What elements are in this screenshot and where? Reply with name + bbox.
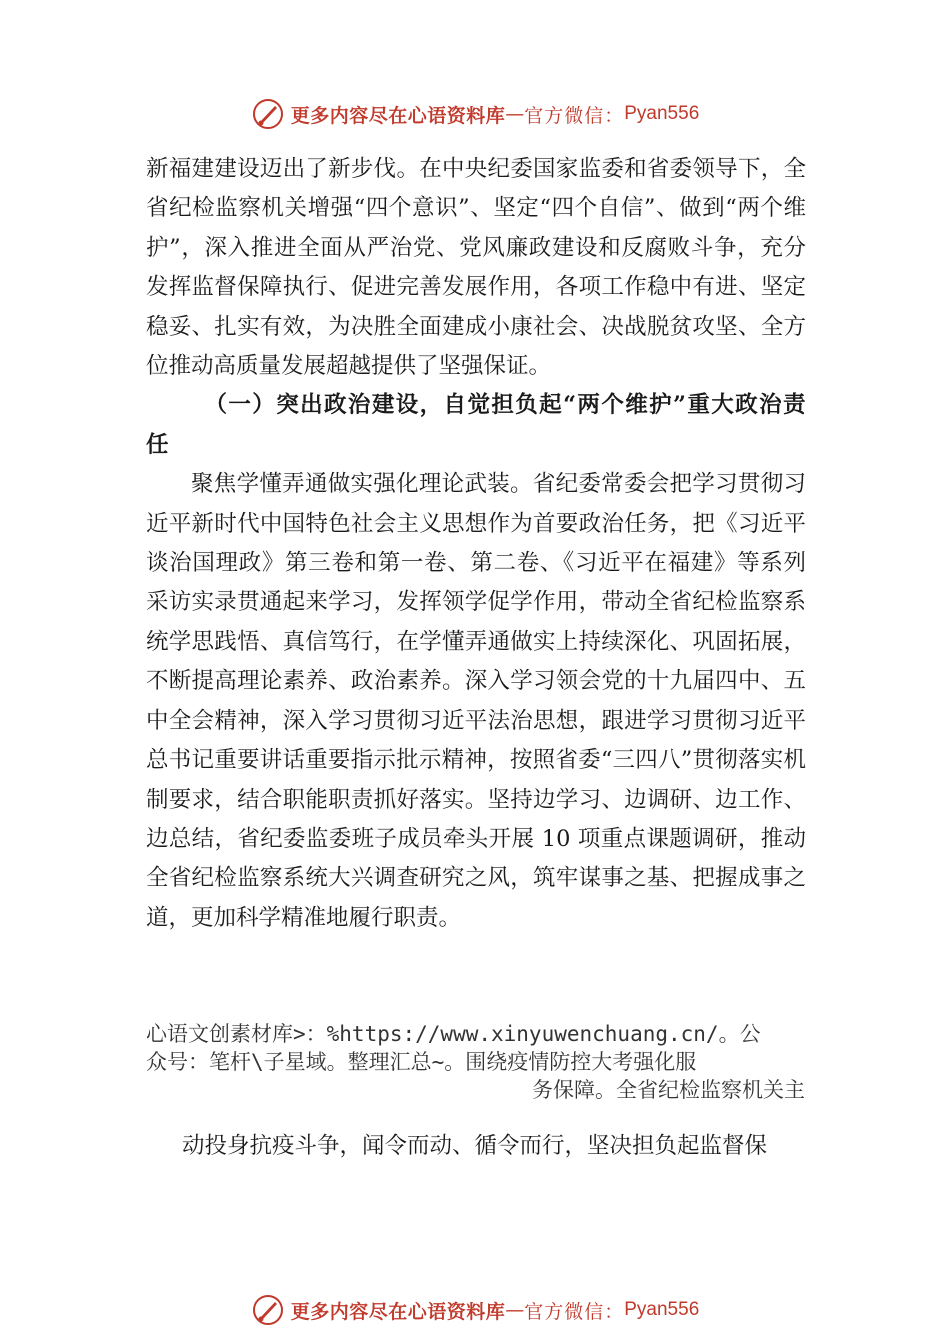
body-paragraph: 聚焦学懂弄通做实强化理论武装。省纪委常委会把学习贯彻习近平新时代中国特色社会主义思想作为首要政治任务，把《习近平谈治国理政》第三卷和第一卷、第二卷、《习近平在福建》等系列采访实录贯通起来学习，发挥领学促学作用，带动全省纪检监察系统学思践悟、真信笃行，在学懂弄通做实上持续深化、巩固拓展，不断提高理论素养、政治素养。深入学习领会党的十九届四中、五中全会精神，深入学习贯彻习近平法治思想，跟进学习贯彻习近平总书记重要讲话重要指示批示精神，按照省委“三四八”贯彻落实机制要求，结合职能职责抓好落实。坚持边学习、边调研、边工作、边总结，省纪委监委班子成员牵头开展 10 项重点课题调研，推动全省纪检监察系统大兴调查研究之风，筑牢谋事之基、把握成事之道，更加科学精准地履行职责。	[146, 471, 806, 931]
note-line: 众号：笔杆\子星域。整理汇总~。围绕疫情防控大考强化服	[146, 1050, 697, 1074]
intro-paragraph: 新福建建设迈出了新步伐。在中央纪委国家监委和省委领导下，全省纪检监察机关增强“四个意识”、坚定“四个自信”、做到“两个维护”，深入推进全面从严治党、党风廉政建设和反腐败斗争，充分发挥监督保障执行、促进完善发展作用，各项工作稳中有进、坚定稳妥、扎实有效，为决胜全面建成小康社会、决战脱贫攻坚、全方位推动高质量发展超越提供了坚强保证。	[146, 156, 806, 380]
banner-separator: —	[505, 1299, 525, 1321]
note-line: 务保障。全省纪检监察机关主	[532, 1078, 805, 1102]
brush-logo-icon	[251, 97, 285, 131]
document-body	[146, 150, 806, 938]
banner-wechat-id: Pyan556	[624, 1299, 700, 1320]
footer-watermark	[0, 1288, 950, 1332]
header-watermark	[0, 92, 950, 136]
source-note	[146, 1020, 811, 1104]
banner-main-text: 更多内容尽在心语资料库	[290, 1300, 506, 1323]
banner-separator: —	[505, 103, 525, 125]
note-line: 心语文创素材库>：%https://www.xinyuwenchuang.cn/。公	[146, 1022, 761, 1046]
brush-logo-icon	[251, 1293, 285, 1327]
banner-main-text: 更多内容尽在心语资料库	[290, 104, 506, 127]
tail-paragraph: 动投身抗疫斗争，闻令而动、循令而行，坚决担负起监督保	[182, 1133, 768, 1159]
banner-wechat-id: Pyan556	[624, 103, 700, 124]
banner-sub-text: 官方微信：	[524, 1300, 625, 1323]
banner-sub-text: 官方微信：	[524, 104, 625, 127]
section-heading: （一）突出政治建设，自觉担负起“两个维护”重大政治责任	[146, 392, 806, 458]
